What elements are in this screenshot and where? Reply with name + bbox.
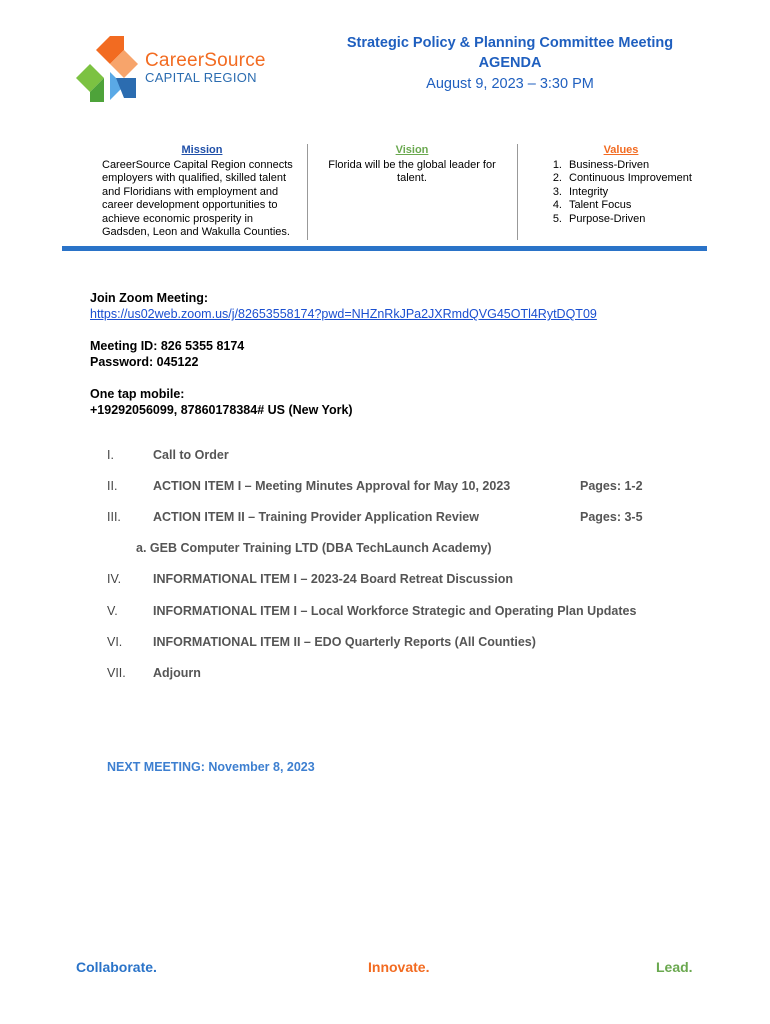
values-heading: Values bbox=[603, 144, 639, 156]
vision-text: Florida will be the global leader for talent. bbox=[328, 158, 496, 184]
mission-column bbox=[102, 144, 302, 240]
header-divider-bar bbox=[62, 246, 707, 251]
one-tap-numbers: +19292056099, 87860178384# US (New York) bbox=[90, 403, 353, 417]
list-item: 2. Continuous Improvement bbox=[552, 172, 692, 184]
mission-text: CareerSource Capital Region connects employers with qualified, skilled talent and Floridians with employment and career development opportunities to achieve economic prosperity in Gadsden, Leon and Wakulla Counties. bbox=[102, 158, 293, 238]
column-divider bbox=[517, 144, 518, 240]
footer-innovate: Innovate. bbox=[368, 959, 430, 975]
values-column bbox=[536, 144, 706, 226]
agenda-item: IV. INFORMATIONAL ITEM I – 2023-24 Board Retreat Discussion bbox=[107, 572, 514, 586]
meeting-password: Password: 045122 bbox=[90, 355, 199, 369]
agenda-subitem: a. GEB Computer Training LTD (DBA TechLaunch Academy) bbox=[136, 541, 492, 555]
agenda-heading: AGENDA bbox=[478, 55, 542, 71]
zoom-link[interactable]: https://us02web.zoom.us/j/82653558174?pwd=NHZnRkJPa2JXRmdQVG45OTl4RytDQT09 bbox=[90, 307, 597, 321]
agenda-item: VII. Adjourn bbox=[107, 666, 201, 680]
agenda-item: I. Call to Order bbox=[107, 448, 229, 462]
list-item: 4. Talent Focus bbox=[552, 199, 632, 211]
footer-lead: Lead. bbox=[656, 959, 693, 975]
agenda-item: III. ACTION ITEM II – Training Provider Application Review Pages: 3-5 bbox=[107, 510, 643, 524]
mission-vision-values bbox=[96, 144, 706, 240]
list-item: 5. Purpose-Driven bbox=[552, 212, 646, 225]
agenda-item: II. ACTION ITEM I – Meeting Minutes Approval for May 10, 2023 Pages: 1-2 bbox=[107, 479, 643, 493]
values-list bbox=[536, 159, 706, 227]
list-item: 1. Business-Driven bbox=[552, 158, 650, 171]
zoom-join-label: Join Zoom Meeting: bbox=[90, 291, 209, 305]
meeting-date: August 9, 2023 – 3:30 PM bbox=[426, 76, 594, 92]
vision-column bbox=[324, 144, 500, 186]
document-header bbox=[300, 33, 720, 95]
vision-heading: Vision bbox=[395, 144, 429, 156]
column-divider bbox=[307, 144, 308, 240]
agenda-item: VI. INFORMATIONAL ITEM II – EDO Quarterly Reports (All Counties) bbox=[107, 635, 536, 649]
footer-collaborate: Collaborate. bbox=[76, 959, 157, 975]
careersource-logo-icon bbox=[74, 34, 144, 106]
list-item: 3. Integrity bbox=[552, 185, 609, 198]
logo-name: CareerSource bbox=[145, 50, 266, 71]
zoom-info bbox=[90, 290, 597, 418]
agenda-item: V. INFORMATIONAL ITEM I – Local Workforce Strategic and Operating Plan Updates bbox=[107, 604, 637, 618]
logo-region: CAPITAL REGION bbox=[145, 70, 257, 85]
mission-heading: Mission bbox=[181, 144, 223, 156]
meeting-id: Meeting ID: 826 5355 8174 bbox=[90, 339, 245, 353]
one-tap-label: One tap mobile: bbox=[90, 387, 185, 401]
next-meeting: NEXT MEETING: November 8, 2023 bbox=[107, 760, 315, 774]
meeting-title: Strategic Policy & Planning Committee Meeting bbox=[346, 35, 674, 51]
